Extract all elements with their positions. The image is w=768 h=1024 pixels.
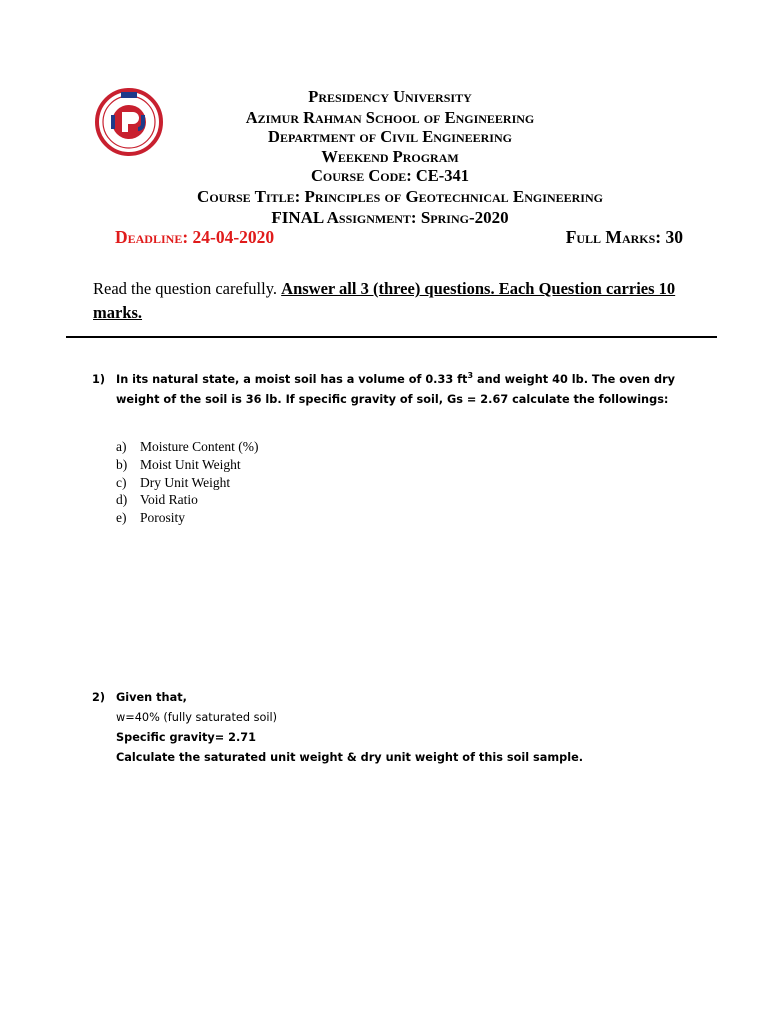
program-name: Weekend Program xyxy=(321,147,459,166)
option-label: b) xyxy=(116,456,128,472)
question-1 xyxy=(92,370,692,410)
option-text: Moisture Content (%) xyxy=(140,439,259,454)
list-item xyxy=(116,456,258,474)
question-line: Given that, xyxy=(116,691,187,704)
course-title: Course Title: Principles of Geotechnical Engineering xyxy=(197,187,603,206)
option-label: a) xyxy=(116,439,127,454)
option-label: d) xyxy=(116,492,128,508)
question-text-part: and weight 40 lb. The oven dry weight of the soil is 36 lb. If specific gravity of soil, Gs = 2.67 calculate the followings: xyxy=(116,373,676,406)
department-name: Department of Civil Engineering xyxy=(268,127,512,146)
option-text: Dry Unit Weight xyxy=(140,474,231,490)
question-number: 1) xyxy=(92,373,106,386)
question-1-options xyxy=(116,438,258,527)
list-item xyxy=(116,509,258,527)
full-marks: Full Marks: 30 xyxy=(565,227,683,247)
assignment-title: FINAL Assignment: Spring-2020 xyxy=(271,208,509,227)
divider xyxy=(66,336,717,338)
instructions-emphasis: Answer all 3 (three) questions. Each Question carries 10 marks. xyxy=(93,279,676,322)
question-text xyxy=(116,370,692,410)
option-text: Porosity xyxy=(140,510,186,526)
question-line: Calculate the saturated unit weight & dry unit weight of this soil sample. xyxy=(116,751,584,764)
option-text: Void Ratio xyxy=(140,492,198,508)
option-text: Moist Unit Weight xyxy=(140,456,241,472)
instructions-intro: Read the question carefully. xyxy=(93,279,282,298)
school-name: Azimur Rahman School of Engineering xyxy=(245,108,535,127)
option-label: c) xyxy=(116,474,127,490)
list-item xyxy=(116,438,258,456)
list-item xyxy=(116,474,258,492)
course-code: Course Code: CE-341 xyxy=(310,166,470,185)
question-text-part: In its natural state, a moist soil has a volume of 0.33 ft xyxy=(116,373,468,386)
question-number: 2) xyxy=(92,691,106,704)
question-2 xyxy=(92,688,692,768)
question-line: w=40% (fully saturated soil) xyxy=(116,711,278,724)
instructions xyxy=(93,277,693,325)
option-label: e) xyxy=(116,510,127,526)
university-name: Presidency University xyxy=(308,87,472,106)
superscript: 3 xyxy=(467,371,474,381)
question-line: Specific gravity= 2.71 xyxy=(116,731,257,744)
deadline: Deadline: 24-04-2020 xyxy=(115,227,275,247)
list-item xyxy=(116,491,258,509)
